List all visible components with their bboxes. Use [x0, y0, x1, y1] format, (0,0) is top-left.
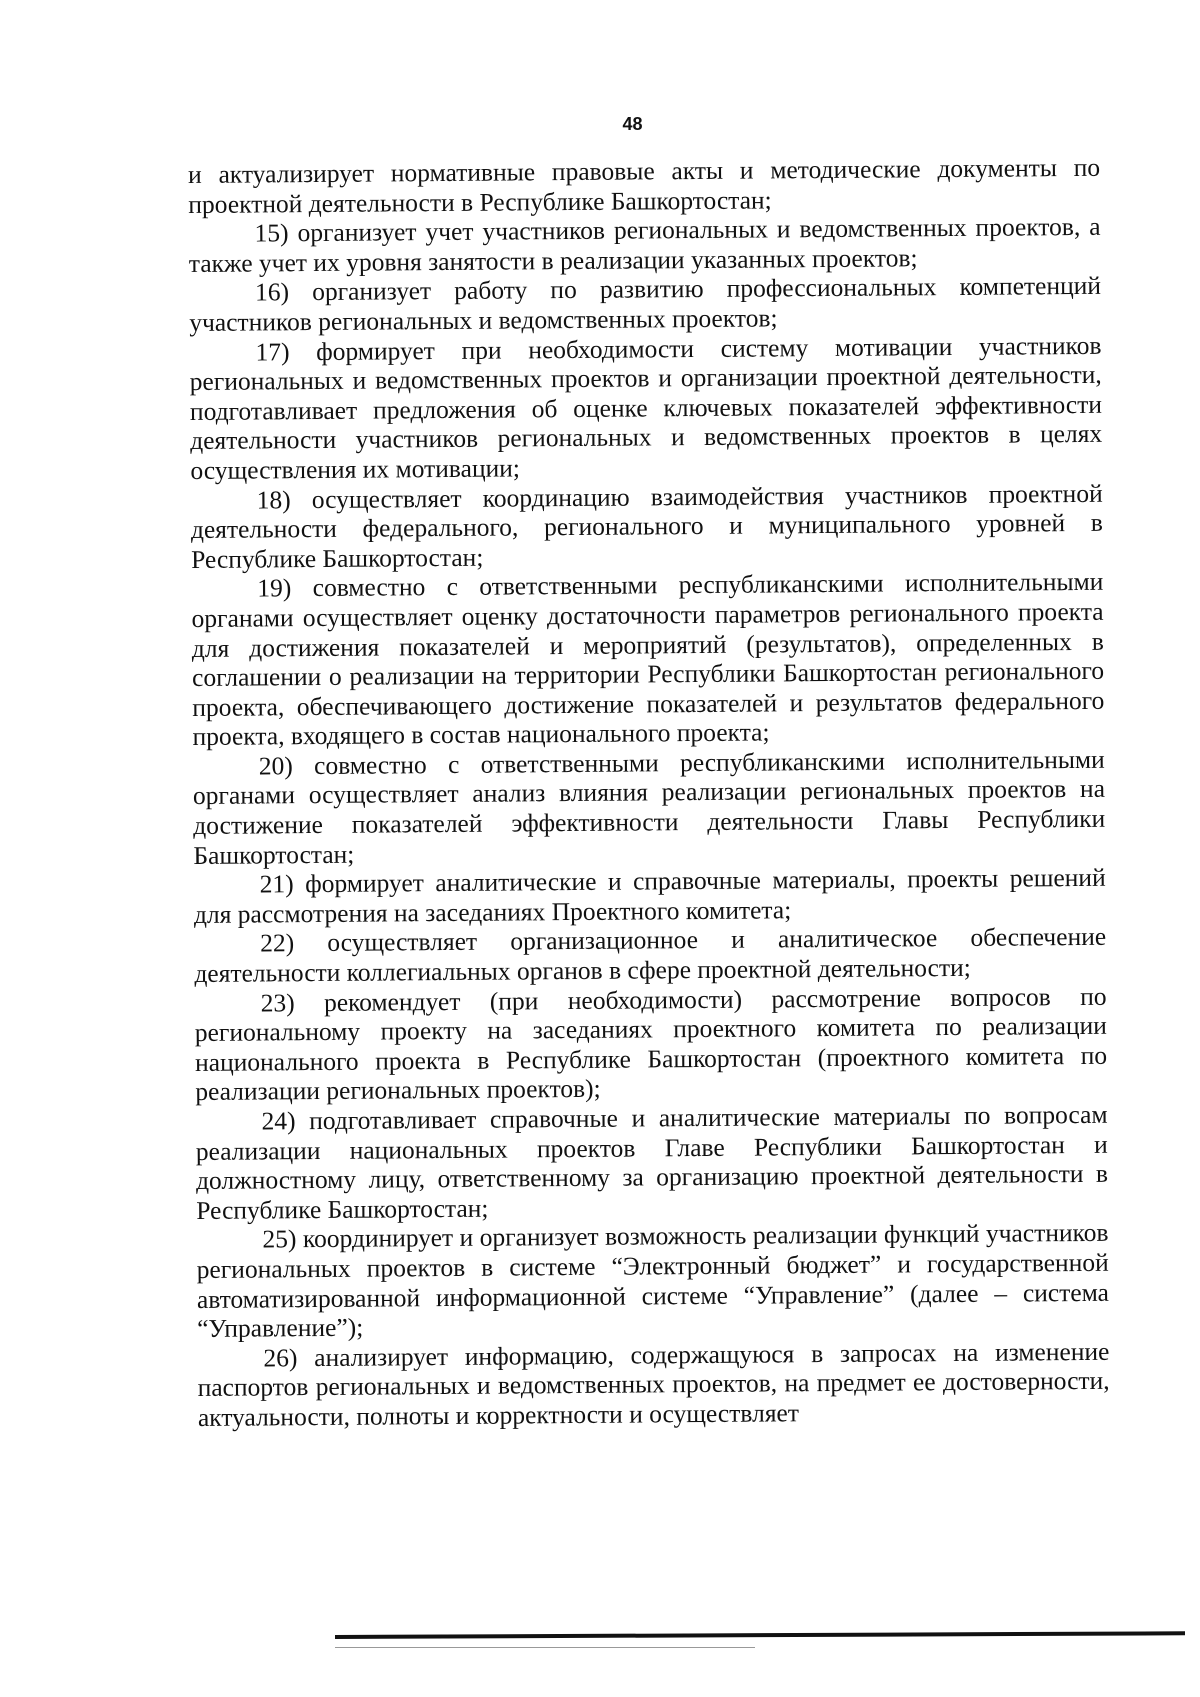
list-item: 24) подготавливает справочные и аналитические материалы по вопросам реализации национальных проектов Главе Республики Башкортостан и должностному лицу, ответственному за организацию проектной деятельности в Республике Башкортостан;: [195, 1099, 1109, 1225]
bottom-rule: [335, 1631, 1185, 1639]
bottom-rule-thin: [335, 1647, 755, 1648]
list-item: 17) формирует при необходимости систему мотивации участников региональных и ведомственных проектов и организации проектной деятельности, подготавливает предложения об оценке ключевых показателей эффективности деятельности участников региональных и ведомственных проектов в целях осуществления их мотивации;: [189, 330, 1103, 485]
list-item: 16) организует работу по развитию профессиональных компетенций участников региональных и ведомственных проектов;: [189, 271, 1102, 337]
list-item: 20) совместно с ответственными республиканскими исполнительными органами осуществляет анализ влияния реализации региональных проектов на достижение показателей эффективности деятельности Главы Республики Башкортостан;: [192, 744, 1106, 870]
continuation-paragraph: и актуализирует нормативные правовые акты и методические документы по проектной деятельности в Республике Башкортостан;: [188, 152, 1101, 219]
list-item: 23) рекомендует (при необходимости) рассмотрение вопросов по региональному проекту на заседаниях проектного комитета по реализации национального проекта в Республике Башкортостан (проектного комитета по реализации региональных проектов);: [194, 981, 1108, 1107]
list-item: 15) организует учет участников региональных и ведомственных проектов, а также учет их уровня занятости в реализации указанных проектов;: [188, 212, 1101, 278]
list-item: 21) формирует аналитические и справочные материалы, проекты решений для рассмотрения на заседаниях Проектного комитета;: [193, 863, 1106, 929]
list-item: 25) координирует и организует возможность реализации функций участников региональных проектов в системе “Электронный бюджет” и государственной автоматизированной информационной системе “Управление” (далее – система “Управление”);: [196, 1218, 1110, 1344]
list-item: 18) осуществляет координацию взаимодействия участников проектной деятельности федерального, регионального и муниципального уровней в Республике Башкортостан;: [190, 478, 1103, 574]
list-item: 19) совместно с ответственными республиканскими исполнительными органами осуществляет оценку достаточности параметров регионального проекта для достижения показателей и мероприятий (результатов), определенных в соглашении о реализации на территории Республики Башкортостан регионального проекта, обеспечивающего достижение показателей и результатов федерального проекта, входящего в состав национального проекта;: [191, 567, 1105, 752]
page-number: 48: [622, 114, 643, 134]
document-body: [188, 153, 1110, 1433]
list-item: 26) анализирует информацию, содержащуюся в запросах на изменение паспортов региональных и ведомственных проектов, на предмет ее достоверности, актуальности, полноты и корректности и осуществляет: [197, 1336, 1110, 1432]
list-item: 22) осуществляет организационное и аналитическое обеспечение деятельности коллегиальных органов в сфере проектной деятельности;: [194, 922, 1107, 989]
